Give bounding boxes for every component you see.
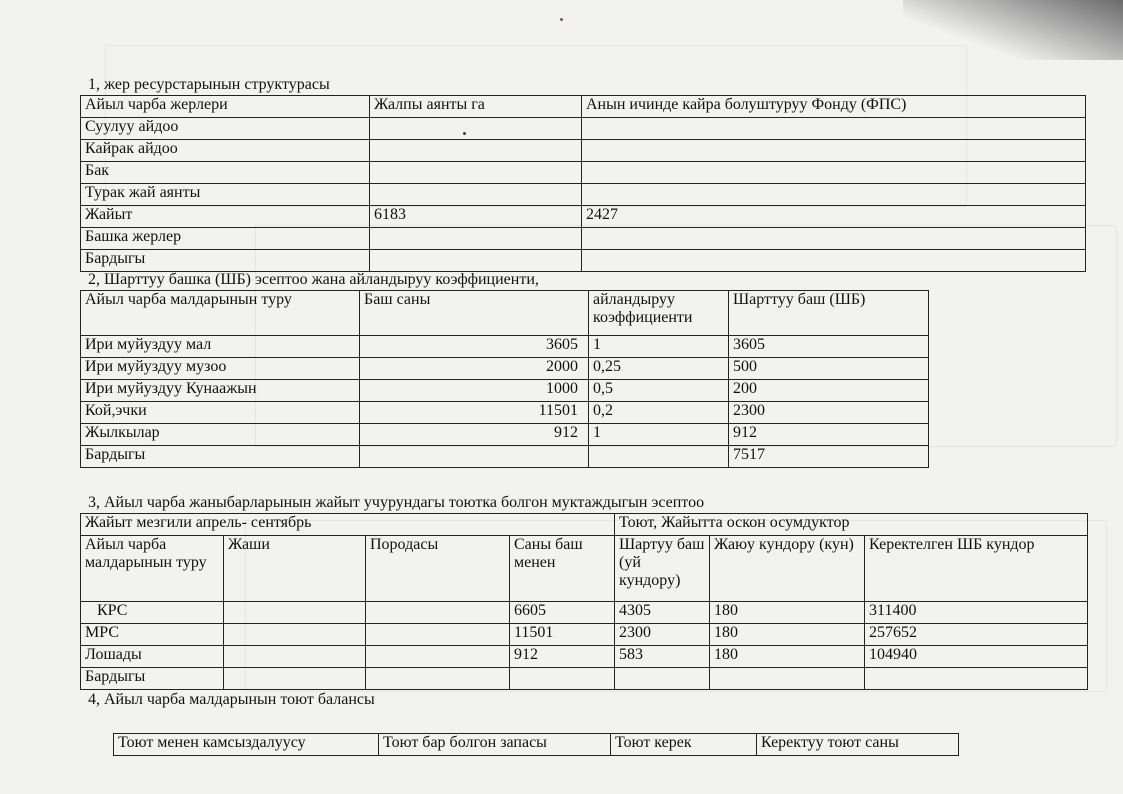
table-row xyxy=(81,228,1086,250)
section4-heading: 4, Айыл чарба малдарынын тоют балансы xyxy=(88,691,375,708)
table-row xyxy=(81,402,929,424)
header-cell: Породасы xyxy=(366,536,510,602)
table-cell: 180 xyxy=(710,646,865,668)
table-cell: Ири муйуздуу Кунаажын xyxy=(81,380,360,402)
table-cell: Бак xyxy=(81,162,370,184)
table-cell xyxy=(366,668,510,690)
table-cell: Бардыгы xyxy=(81,446,360,468)
table-row xyxy=(81,336,929,358)
table-cell: Жайыт xyxy=(81,206,370,228)
conditional-head-table xyxy=(80,290,929,468)
header-cell: Тоют керек xyxy=(611,734,757,756)
table-cell xyxy=(582,228,1086,250)
table-cell: 912 xyxy=(360,424,589,446)
table-cell xyxy=(366,602,510,624)
table-row xyxy=(81,358,929,380)
table-cell: Ири муйуздуу музоо xyxy=(81,358,360,380)
table-header-row xyxy=(114,734,959,756)
table-cell xyxy=(582,162,1086,184)
table-cell: 6183 xyxy=(370,206,582,228)
header-cell: Анын ичинде кайра болуштуруу Фонду (ФПС) xyxy=(582,96,1086,118)
table-cell: 0,25 xyxy=(589,358,729,380)
section1-heading: 1, жер ресурстарынын структурасы xyxy=(88,76,330,93)
table-row xyxy=(81,380,929,402)
header-cell: Шарттуу баш (ШБ) xyxy=(729,291,929,336)
table-cell: Башка жерлер xyxy=(81,228,370,250)
table-cell xyxy=(360,446,589,468)
table-cell: 6605 xyxy=(510,602,615,624)
table-row xyxy=(81,250,1086,272)
scan-corner-shadow xyxy=(903,0,1123,60)
table-cell: 11501 xyxy=(510,624,615,646)
table-cell xyxy=(582,250,1086,272)
header-cell: Айыл чарба малдарынын туру xyxy=(81,536,224,602)
header-cell: Тоют менен камсыздалуусу xyxy=(114,734,379,756)
table-cell: Кайрак айдоо xyxy=(81,140,370,162)
table-cell: 0,2 xyxy=(589,402,729,424)
table-cell: 2427 xyxy=(582,206,1086,228)
table-cell xyxy=(370,228,582,250)
table-cell: Кой,эчки xyxy=(81,402,360,424)
table-cell: 2000 xyxy=(360,358,589,380)
table-cell: Лошады xyxy=(81,646,224,668)
table-cell: 912 xyxy=(510,646,615,668)
header-cell: Керектуу тоют саны xyxy=(757,734,959,756)
header-cell: Тоют бар болгон запасы xyxy=(379,734,611,756)
table-cell: Суулуу айдоо xyxy=(81,118,370,140)
section2-heading: 2, Шарттуу башка (ШБ) эсептоо жана айландыруу коэффициенти, xyxy=(88,271,539,288)
table-cell: Бардыгы xyxy=(81,250,370,272)
table-row xyxy=(81,162,1086,184)
table-cell: 0,5 xyxy=(589,380,729,402)
header-cell: Саны баш менен xyxy=(510,536,615,602)
table-cell: 200 xyxy=(729,380,929,402)
table-row xyxy=(81,206,1086,228)
feed-type-label: Тоют, Жайытта оскон осумдуктор xyxy=(615,514,1088,536)
table-cell xyxy=(224,668,366,690)
table-cell xyxy=(370,162,582,184)
header-cell: Жаюу кундору (кун) xyxy=(710,536,865,602)
header-cell: Баш саны xyxy=(360,291,589,336)
table-header-row xyxy=(81,536,1088,602)
table-cell: 583 xyxy=(615,646,710,668)
table-cell: 3605 xyxy=(360,336,589,358)
table-header-row xyxy=(81,291,929,336)
table-row xyxy=(81,646,1088,668)
header-cell: Айыл чарба жерлери xyxy=(81,96,370,118)
table-cell xyxy=(865,668,1088,690)
table-cell: 257652 xyxy=(865,624,1088,646)
scan-speck xyxy=(560,18,563,21)
table-cell xyxy=(370,118,582,140)
table-cell: 2300 xyxy=(615,624,710,646)
table-header-row xyxy=(81,96,1086,118)
table-cell: 11501 xyxy=(360,402,589,424)
table-row xyxy=(81,602,1088,624)
table-cell: КРС xyxy=(81,602,224,624)
table-cell: Жылкылар xyxy=(81,424,360,446)
table-cell: 1000 xyxy=(360,380,589,402)
table-cell: 1 xyxy=(589,336,729,358)
table-cell: 2300 xyxy=(729,402,929,424)
table-cell: Ири муйуздуу мал xyxy=(81,336,360,358)
table-cell: Бардыгы xyxy=(81,668,224,690)
table-cell: 912 xyxy=(729,424,929,446)
table-cell: 104940 xyxy=(865,646,1088,668)
header-cell: айландыруу коэффициенти xyxy=(589,291,729,336)
table-cell xyxy=(370,250,582,272)
header-cell: Жаши xyxy=(224,536,366,602)
table-row xyxy=(81,118,1086,140)
table-row xyxy=(81,668,1088,690)
header-cell: Жалпы аянты га xyxy=(370,96,582,118)
table-cell xyxy=(589,446,729,468)
pasture-period-label: Жайыт мезгили апрель- сентябрь xyxy=(81,514,615,536)
table-cell xyxy=(224,646,366,668)
table-cell xyxy=(370,140,582,162)
table-cell xyxy=(224,624,366,646)
header-cell: Айыл чарба малдарынын туру xyxy=(81,291,360,336)
header-cell: Шартуу баш (уй кундору) xyxy=(615,536,710,602)
table-cell: МРС xyxy=(81,624,224,646)
table-cell: 500 xyxy=(729,358,929,380)
table-cell: 3605 xyxy=(729,336,929,358)
table-row xyxy=(81,446,929,468)
table-cell: 180 xyxy=(710,602,865,624)
table-cell: 7517 xyxy=(729,446,929,468)
table-cell xyxy=(582,184,1086,206)
section3-heading: 3, Айыл чарба жаныбарларынын жайыт учурундагы тоютка болгон муктаждыгын эсептоо xyxy=(88,494,705,511)
table-row xyxy=(81,624,1088,646)
table-cell xyxy=(710,668,865,690)
table-cell xyxy=(615,668,710,690)
table-cell xyxy=(582,140,1086,162)
table-cell: Турак жай аянты xyxy=(81,184,370,206)
table-cell xyxy=(224,602,366,624)
table-cell: 1 xyxy=(589,424,729,446)
land-resources-table xyxy=(80,95,1086,272)
table-cell xyxy=(510,668,615,690)
table-cell: 180 xyxy=(710,624,865,646)
table-header-row xyxy=(81,514,1088,536)
table-row xyxy=(81,140,1086,162)
table-cell: 4305 xyxy=(615,602,710,624)
feed-balance-table xyxy=(113,733,959,756)
header-cell: Керектелген ШБ кундор xyxy=(865,536,1088,602)
table-row xyxy=(81,184,1086,206)
table-cell xyxy=(370,184,582,206)
table-cell xyxy=(582,118,1086,140)
table-cell: 311400 xyxy=(865,602,1088,624)
table-cell xyxy=(366,646,510,668)
table-row xyxy=(81,424,929,446)
table-cell xyxy=(366,624,510,646)
pasture-feed-need-table xyxy=(80,513,1088,690)
